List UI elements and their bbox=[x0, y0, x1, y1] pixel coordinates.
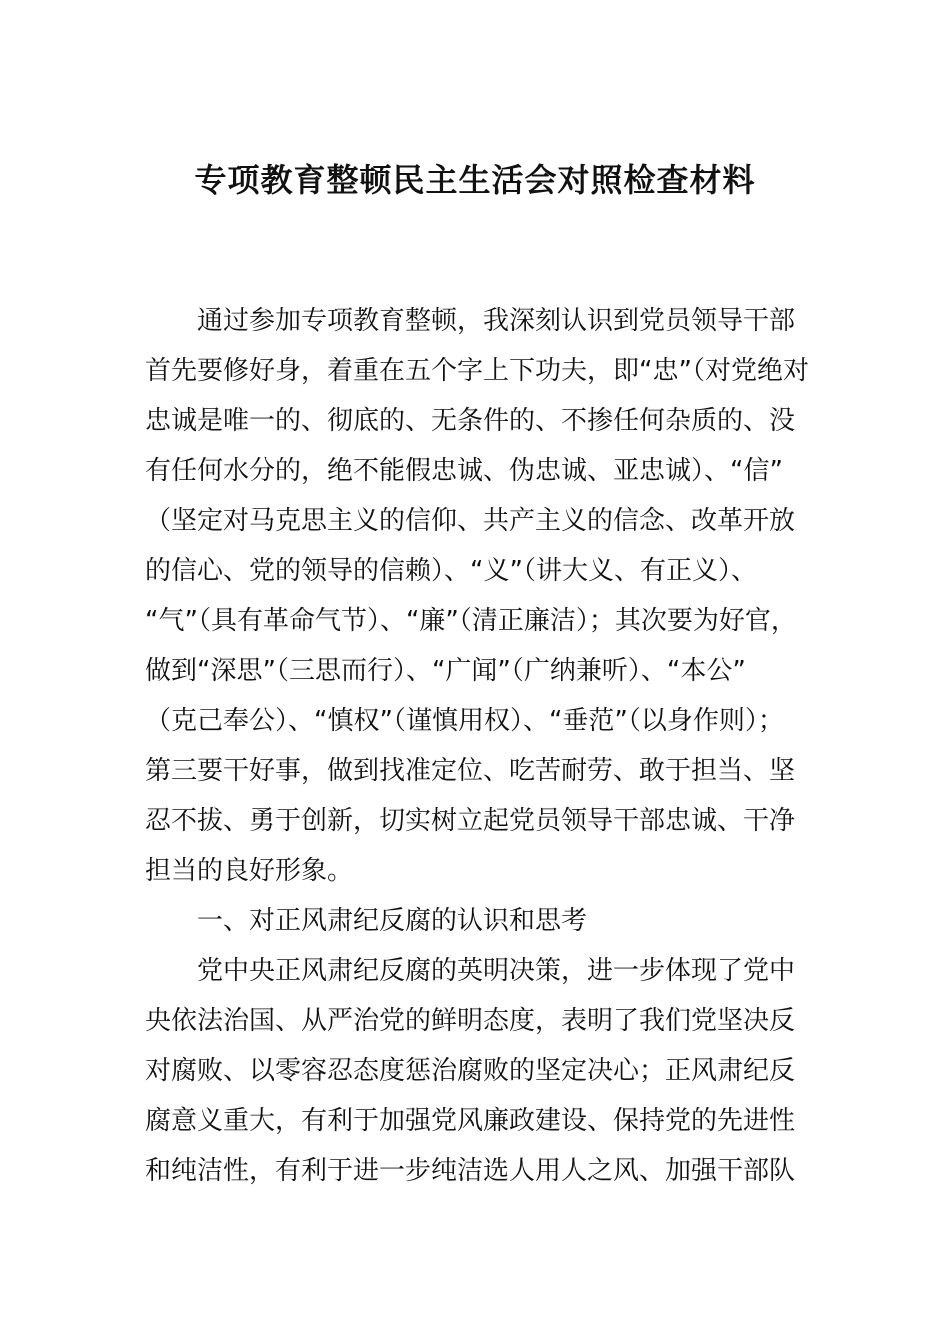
paragraph-line: 第三要干好事，做到找准定位、吃苦耐劳、敢于担当、坚 bbox=[145, 756, 796, 786]
section-heading: 一、对正风肃纪反腐的认识和思考 bbox=[197, 906, 588, 936]
paragraph-line: （克己奉公）、“慎权”（谨慎用权）、“垂范”（以身作则）； bbox=[145, 706, 784, 736]
paragraph-line: 有任何水分的，绝不能假忠诚、伪忠诚、亚忠诚）、“信” bbox=[145, 456, 783, 486]
paragraph-line: 的信心、党的领导的信赖）、“义”（讲大义、有正义）、 bbox=[145, 556, 757, 586]
paragraph-line: “气”（具有革命气节）、“廉”（清正廉洁）；其次要为好官， bbox=[145, 606, 797, 636]
paragraph-line: 做到“深思”（三思而行）、“广闻”（广纳兼听）、“本公” bbox=[145, 656, 746, 686]
paragraph-line: （坚定对马克思主义的信仰、共产主义的信念、改革开放 bbox=[145, 506, 796, 536]
paragraph-line: 央依法治国、从严治党的鲜明态度，表明了我们党坚决反 bbox=[145, 1006, 796, 1036]
paragraph-line: 忠诚是唯一的、彻底的、无条件的、不掺任何杂质的、没 bbox=[145, 406, 796, 436]
paragraph-line: 党中央正风肃纪反腐的英明决策，进一步体现了党中 bbox=[197, 956, 796, 986]
paragraph-line: 通过参加专项教育整顿，我深刻认识到党员领导干部 bbox=[197, 306, 796, 336]
document-body bbox=[145, 296, 815, 1196]
paragraph-line: 和纯洁性，有利于进一步纯洁选人用人之风、加强干部队 bbox=[145, 1156, 796, 1186]
paragraph-line: 腐意义重大，有利于加强党风廉政建设、保持党的先进性 bbox=[145, 1106, 796, 1136]
paragraph-line: 对腐败、以零容忍态度惩治腐败的坚定决心；正风肃纪反 bbox=[145, 1056, 796, 1086]
paragraph-line: 忍不拔、勇于创新，切实树立起党员领导干部忠诚、干净 bbox=[145, 806, 796, 836]
paragraph-line: 担当的良好形象。 bbox=[145, 856, 354, 886]
document-title: 专项教育整顿民主生活会对照检查材料 bbox=[194, 161, 756, 199]
paragraph-line: 首先要修好身，着重在五个字上下功夫，即“忠”（对党绝对 bbox=[145, 356, 809, 386]
